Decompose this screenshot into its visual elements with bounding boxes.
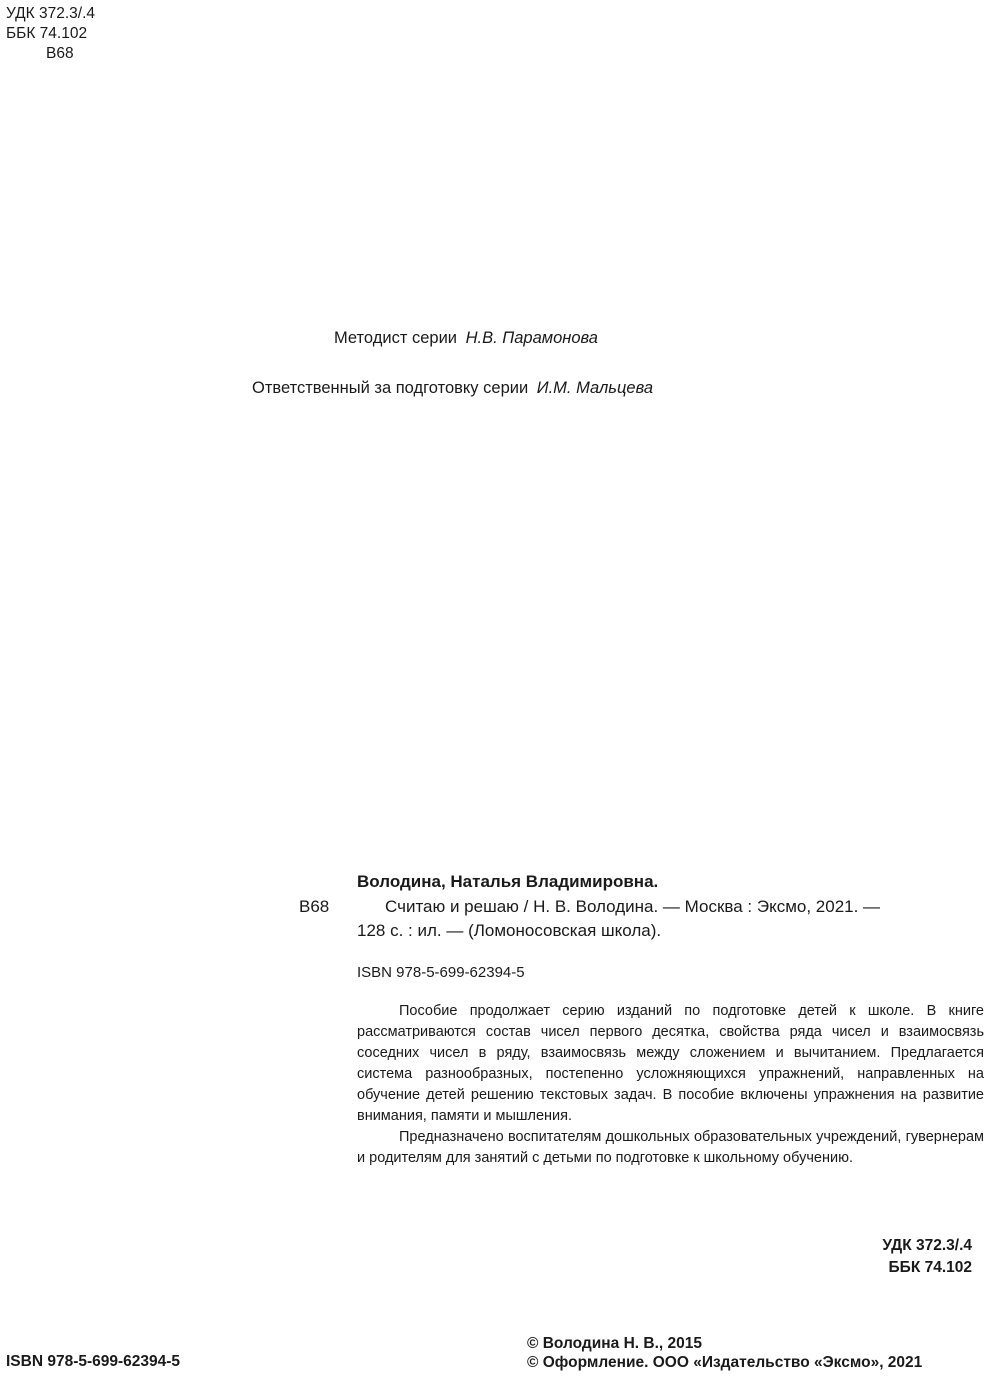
top-udk: УДК 372.3/.4 bbox=[6, 5, 96, 22]
catalog-title-line-2: 128 с. : ил. — (Ломоносовская школа). bbox=[357, 921, 662, 940]
catalog-author: Володина, Наталья Владимировна. bbox=[357, 872, 659, 891]
catalog-annotation bbox=[357, 1001, 984, 1169]
catalog-author-mark: В68 bbox=[299, 897, 330, 916]
responsible-credit bbox=[252, 379, 653, 398]
copyright-author: © Володина Н. В., 2015 bbox=[527, 1335, 702, 1352]
responsible-name: И.М. Мальцева bbox=[536, 379, 654, 397]
catalog-udk: УДК 372.3/.4 bbox=[882, 1237, 972, 1254]
catalog-isbn: ISBN 978-5-699-62394-5 bbox=[357, 964, 525, 981]
responsible-label: Ответственный за подготовку серии bbox=[252, 379, 529, 397]
catalog-bbk: ББК 74.102 bbox=[888, 1259, 972, 1276]
catalog-title-line-1: Считаю и решаю / Н. В. Володина. — Москва : Эксмо, 2021. — bbox=[385, 897, 881, 916]
annotation-paragraph-1: Пособие продолжает серию изданий по подготовке детей к школе. В книге рассматриваются состав чисел первого десятка, свойства ряда чисел и взаимосвязь соседних чисел в ряду, взаимосвязь между сложением и вычитанием. Предлагается система разнообразных, постепенно усложняющихся упражнений, направленных на обучение детей решению текстовых задач. В пособие включены упражнения на развитие внимания, памяти и мышления. bbox=[357, 1003, 984, 1124]
catalog-classification-codes bbox=[882, 1235, 972, 1279]
annotation-paragraph-2: Предназначено воспитателям дошкольных образовательных учреждений, гувернерам и родителям для занятий с детьми по подготовке к школьному обучению. bbox=[357, 1129, 984, 1166]
copyright-design: © Оформление. ООО «Издательство «Эксмо», 2021 bbox=[527, 1354, 923, 1371]
top-author-mark: В68 bbox=[46, 45, 74, 62]
methodist-label: Методист серии bbox=[334, 329, 458, 347]
methodist-name: Н.В. Парамонова bbox=[465, 329, 598, 347]
top-classification-codes bbox=[6, 4, 95, 64]
methodist-credit bbox=[334, 329, 598, 348]
footer-isbn: ISBN 978-5-699-62394-5 bbox=[6, 1353, 181, 1370]
top-bbk: ББК 74.102 bbox=[6, 25, 88, 42]
